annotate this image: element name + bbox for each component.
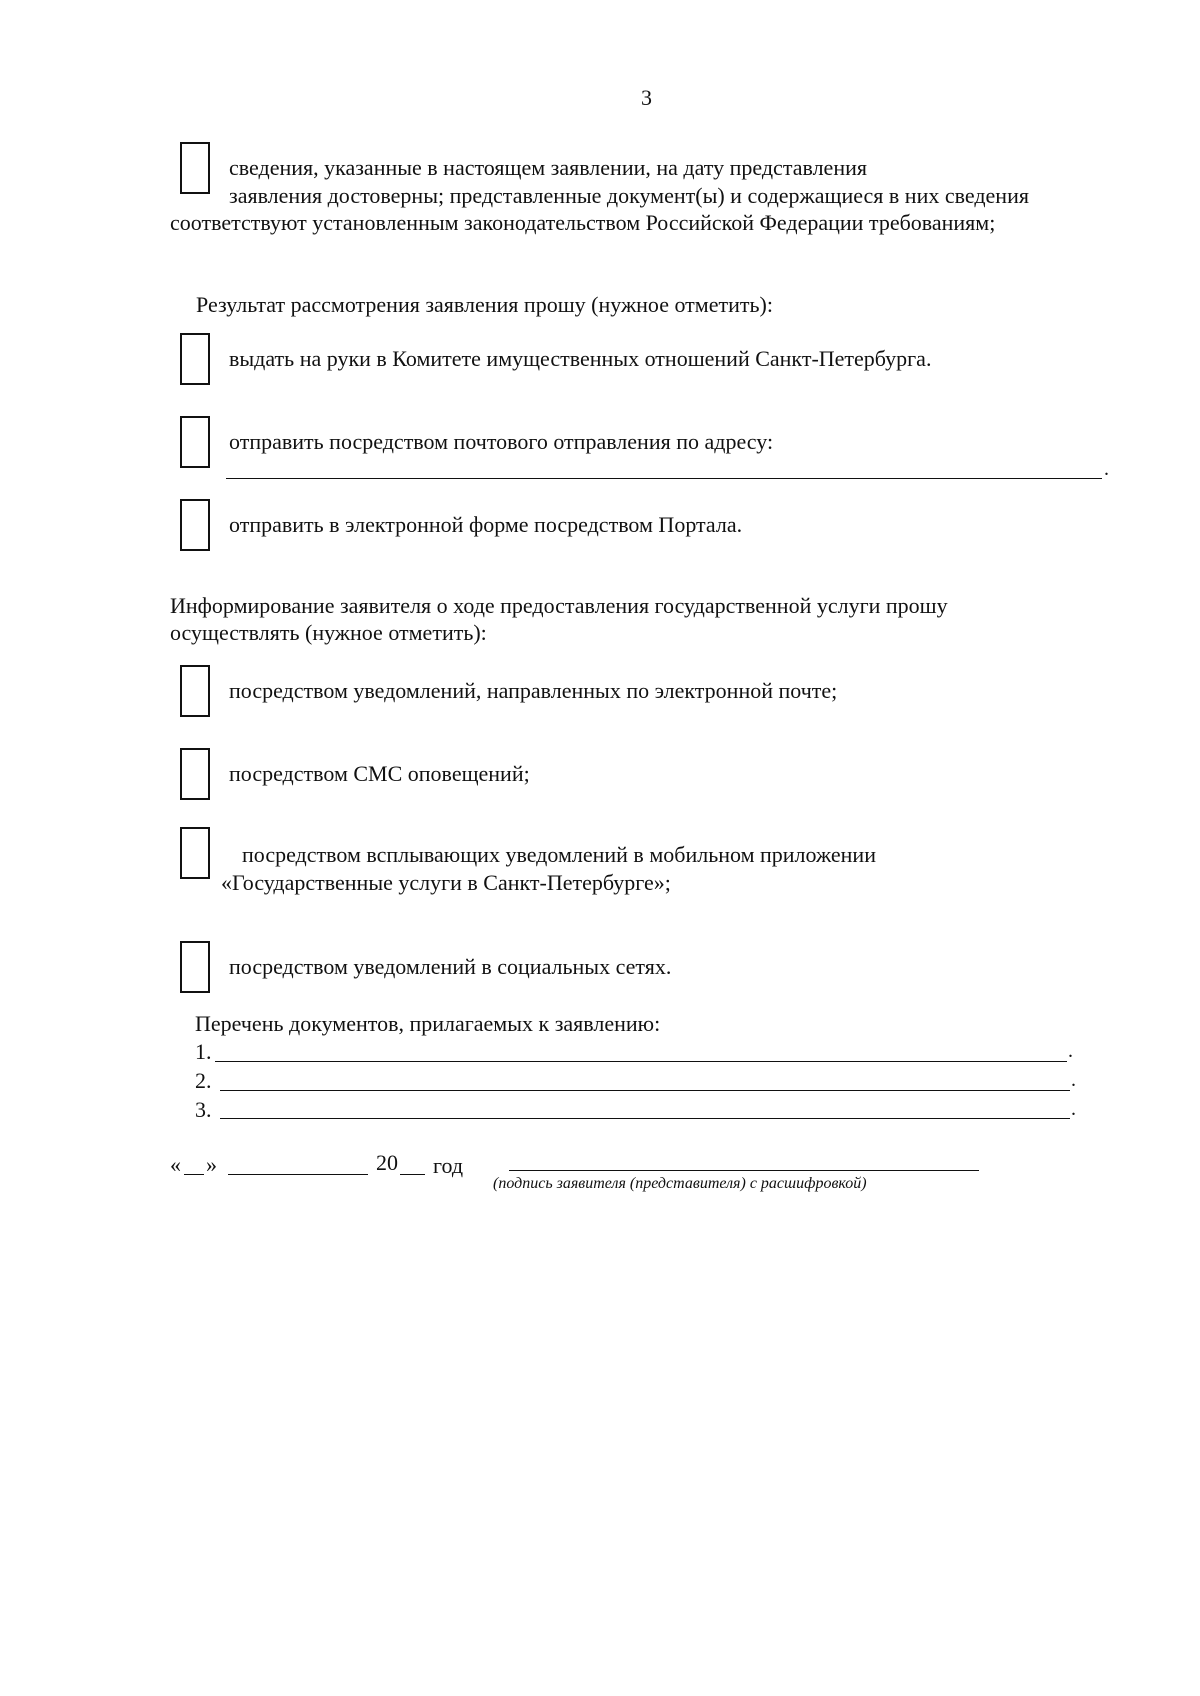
inform-heading-line-1: Информирование заявителя о ходе предоставления государственной услуги прошу — [170, 593, 948, 618]
documents-heading: Перечень документов, прилагаемых к заявлению: — [195, 1011, 661, 1036]
confirmation-text-line-2: заявления достоверны; представленные документ(ы) и содержащиеся в них сведения — [229, 183, 1029, 208]
document-item-1-end-dot: . — [1068, 1040, 1073, 1062]
result-option-hand-label: выдать на руки в Комитете имущественных отношений Санкт-Петербурга. — [229, 346, 932, 371]
document-item-3-number: 3. — [195, 1097, 212, 1122]
date-year-field[interactable] — [400, 1174, 425, 1175]
inform-heading-line-2: осуществлять (нужное отметить): — [170, 620, 487, 645]
document-item-2-number: 2. — [195, 1068, 212, 1093]
result-heading: Результат рассмотрения заявления прошу (нужное отметить): — [196, 292, 773, 317]
date-open-quote: « — [170, 1152, 181, 1177]
confirmation-text-line-3: соответствуют установленным законодательством Российской Федерации требованиям; — [170, 210, 996, 235]
document-item-3-end-dot: . — [1071, 1098, 1076, 1120]
inform-sms-label: посредством СМС оповещений; — [229, 761, 530, 786]
inform-push-label-line-2: «Государственные услуги в Санкт-Петербурге»; — [221, 870, 671, 895]
inform-email-label: посредством уведомлений, направленных по электронной почте; — [229, 678, 838, 703]
date-year-word: год — [433, 1153, 464, 1178]
confirmation-text-line-1: сведения, указанные в настоящем заявлении, на дату представления — [229, 155, 867, 180]
page-number: 3 — [641, 85, 652, 110]
result-option-portal-label: отправить в электронной форме посредством Портала. — [229, 512, 743, 537]
result-option-portal-checkbox[interactable] — [180, 499, 210, 551]
document-item-1-field[interactable] — [215, 1061, 1067, 1062]
inform-social-checkbox[interactable] — [180, 941, 210, 993]
signature-field[interactable] — [509, 1170, 979, 1171]
document-item-2-end-dot: . — [1071, 1069, 1076, 1091]
inform-email-checkbox[interactable] — [180, 665, 210, 717]
date-close-quote: » — [206, 1152, 217, 1177]
date-month-field[interactable] — [228, 1174, 368, 1175]
date-day-field[interactable] — [184, 1174, 204, 1175]
result-option-hand-checkbox[interactable] — [180, 333, 210, 385]
document-item-3-field[interactable] — [220, 1118, 1070, 1119]
inform-push-label-line-1: посредством всплывающих уведомлений в мобильном приложении — [242, 842, 876, 867]
inform-sms-checkbox[interactable] — [180, 748, 210, 800]
confirmation-checkbox[interactable] — [180, 142, 210, 194]
result-option-mail-checkbox[interactable] — [180, 416, 210, 468]
mail-address-field[interactable] — [226, 478, 1102, 479]
date-year-prefix: 20 — [376, 1150, 398, 1175]
result-option-mail-label: отправить посредством почтового отправления по адресу: — [229, 429, 774, 454]
mail-address-end-dot: . — [1104, 458, 1109, 480]
inform-push-checkbox[interactable] — [180, 827, 210, 879]
document-item-1-number: 1. — [195, 1039, 212, 1064]
signature-caption: (подпись заявителя (представителя) с расшифровкой) — [493, 1175, 867, 1192]
inform-social-label: посредством уведомлений в социальных сетях. — [229, 954, 672, 979]
document-item-2-field[interactable] — [220, 1090, 1070, 1091]
